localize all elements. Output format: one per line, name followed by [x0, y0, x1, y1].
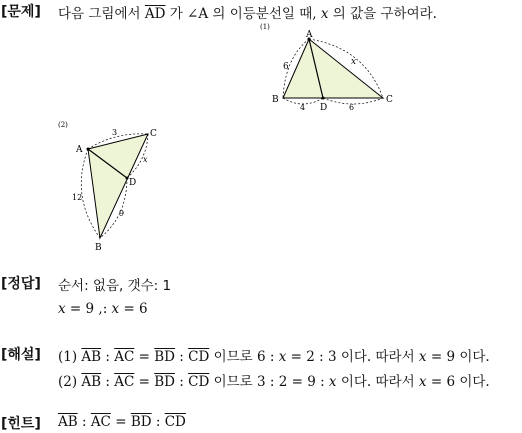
explanation-2-num: (2): [58, 374, 82, 390]
fig2-triangle: [88, 134, 148, 238]
explanation-2-cd: $\overline{CD}$: [188, 374, 210, 390]
answer-x1: x: [58, 301, 66, 317]
hint-ab: $\overline{AB}$: [58, 414, 78, 430]
answer-eq1: = 9 ,:: [65, 301, 112, 317]
explanation-1-ac: $\overline{AC}$: [114, 349, 135, 365]
hint-label: [힌트]: [1, 416, 41, 432]
fig2-label-c: C: [150, 129, 157, 139]
fig2-len-db: 9: [119, 209, 125, 218]
explanation-2-text2: 이다. 따라서: [336, 374, 419, 390]
hint-cd: $\overline{CD}$: [164, 414, 186, 430]
explanation-1-bd: $\overline{BD}$: [154, 349, 175, 365]
answer-meta: 순서: 없음, 갯수: 1: [58, 278, 172, 294]
problem-text-mid: 가 ∠A 의 이등분선일 때,: [165, 6, 321, 22]
hint-ac: $\overline{AC}$: [90, 414, 111, 430]
hint-bd: $\overline{BD}$: [130, 414, 152, 430]
explanation-2-ab: $\overline{AB}$: [81, 374, 102, 390]
explanation-1-colon1: :: [101, 349, 115, 365]
hint-colon1: :: [77, 414, 91, 430]
explanation-2-colon1: :: [101, 374, 115, 390]
explanation-2-text1: 이므로 3 : 2 = 9 :: [209, 374, 329, 390]
explanation-1-cd: $\overline{CD}$: [188, 349, 210, 365]
explanation-line-2: [58, 370, 490, 390]
fig1-label-b: B: [272, 95, 279, 105]
fig1-len-ab: 6: [283, 62, 289, 72]
explanation-1-text1: 이므로 6 :: [209, 349, 279, 365]
explanation-1-colon2: :: [174, 349, 189, 365]
explanation-1-text2: = 2 : 3 이다. 따라서: [286, 349, 419, 365]
problem-text-before: 다음 그림에서: [58, 6, 145, 22]
explanation-line-1: [58, 345, 490, 365]
hint-eq: =: [110, 414, 131, 430]
figure-1: [255, 18, 405, 114]
fig2-label-d: D: [129, 178, 137, 188]
fig2-number: (2): [58, 121, 68, 129]
explanation-2-colon2: :: [174, 374, 189, 390]
explanation-1-x: x: [278, 349, 287, 365]
explanation-2-ac: $\overline{AC}$: [114, 374, 135, 390]
fig2-label-b: B: [95, 243, 102, 253]
fig1-label-d: D: [320, 103, 328, 113]
answer-eq2: = 6: [119, 301, 148, 317]
explanation-2-text3: = 6 이다.: [426, 374, 490, 390]
fig1-len-bd: 4: [300, 103, 306, 112]
fig1-len-dc: 6: [349, 103, 355, 112]
fig2-vertex-a: [87, 148, 90, 151]
hint-text: [58, 414, 186, 430]
fig1-number: (1): [260, 23, 270, 31]
answer-x2: x: [111, 301, 120, 317]
fig2-len-ac: 3: [112, 128, 118, 137]
hint-colon2: :: [151, 414, 165, 430]
explanation-label: [해설]: [1, 347, 41, 363]
figure-2: [55, 118, 165, 256]
fig2-len-cd: x: [143, 155, 148, 164]
explanation-1-eq: =: [134, 349, 155, 365]
fig1-point-d: [322, 97, 325, 100]
fig2-label-a: A: [76, 145, 83, 155]
explanation-2-bd: $\overline{BD}$: [154, 374, 175, 390]
segment-ad: $\overline{AD}$: [144, 6, 166, 22]
problem-label: [문제]: [1, 4, 41, 20]
explanation-1-text3: = 9 이다.: [426, 349, 490, 365]
explanation-2-x: x: [328, 374, 337, 390]
problem-text-after: 의 값을 구하여라.: [328, 6, 437, 22]
answer-label: [정답]: [1, 276, 41, 292]
explanation-2-x2: x: [418, 374, 427, 390]
fig1-triangle: [283, 39, 383, 98]
answer-values: [58, 301, 148, 317]
fig1-label-a: A: [306, 30, 313, 40]
fig1-len-ac: x: [351, 57, 357, 67]
explanation-1-x2: x: [418, 349, 427, 365]
var-x: x: [320, 6, 329, 22]
explanation-2-eq: =: [134, 374, 155, 390]
fig1-label-c: C: [386, 95, 393, 105]
explanation-1-ab: $\overline{AB}$: [81, 349, 102, 365]
explanation-1-num: (1): [58, 349, 82, 365]
fig2-len-ab: 12: [72, 193, 83, 202]
